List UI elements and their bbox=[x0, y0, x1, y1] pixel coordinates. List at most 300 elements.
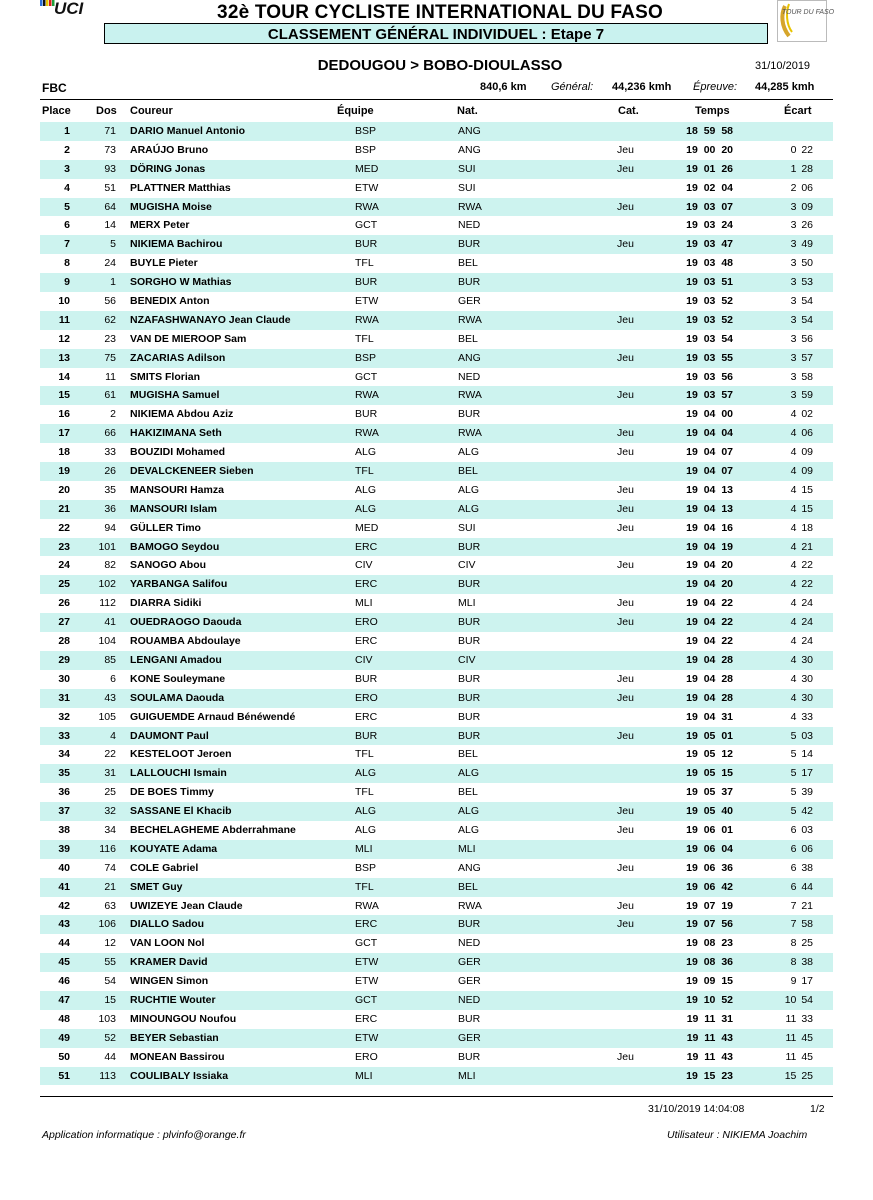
cell-place: 34 bbox=[58, 748, 70, 761]
table-row bbox=[40, 386, 833, 405]
cell-place: 16 bbox=[58, 408, 70, 421]
cell-nat: SUI bbox=[458, 521, 476, 534]
table-row bbox=[40, 991, 833, 1010]
cell-place: 36 bbox=[58, 786, 70, 799]
cell-cat: Jeu bbox=[617, 597, 634, 610]
cell-place: 19 bbox=[58, 465, 70, 478]
cell-place: 48 bbox=[58, 1012, 70, 1025]
col-team: Équipe bbox=[337, 105, 374, 117]
cell-cat: Jeu bbox=[617, 805, 634, 818]
cell-nat: BUR bbox=[458, 578, 481, 591]
cell-time: 19 04 07 bbox=[686, 465, 733, 478]
cell-gap: 4 18 bbox=[790, 521, 813, 534]
cell-team: BUR bbox=[355, 238, 378, 251]
cell-nat: RWA bbox=[458, 427, 482, 440]
cell-place: 42 bbox=[58, 899, 70, 912]
cell-time: 19 04 19 bbox=[686, 540, 733, 553]
cell-rider: DE BOES Timmy bbox=[130, 786, 214, 799]
cell-team: MLI bbox=[355, 842, 373, 855]
cell-cat: Jeu bbox=[617, 389, 634, 402]
cell-place: 32 bbox=[58, 710, 70, 723]
cell-time: 19 04 04 bbox=[686, 427, 733, 440]
cell-team: ALG bbox=[355, 805, 377, 818]
general-speed-value: 44,236 kmh bbox=[612, 81, 672, 93]
cell-dos: 36 bbox=[104, 502, 116, 515]
cell-place: 23 bbox=[58, 540, 70, 553]
cell-nat: BUR bbox=[458, 729, 481, 742]
col-rider: Coureur bbox=[130, 105, 173, 117]
cell-nat: CIV bbox=[458, 653, 476, 666]
cell-gap: 2 06 bbox=[790, 181, 813, 194]
cell-rider: GÜLLER Timo bbox=[130, 521, 201, 534]
cell-rider: LENGANI Amadou bbox=[130, 653, 222, 666]
table-row bbox=[40, 292, 833, 311]
cell-nat: GER bbox=[458, 975, 481, 988]
cell-gap: 3 57 bbox=[790, 351, 813, 364]
table-row bbox=[40, 424, 833, 443]
cell-place: 39 bbox=[58, 842, 70, 855]
cell-dos: 113 bbox=[99, 1069, 116, 1082]
cell-team: ALG bbox=[355, 446, 377, 459]
cell-nat: RWA bbox=[458, 200, 482, 213]
cell-cat: Jeu bbox=[617, 918, 634, 931]
table-row bbox=[40, 1029, 833, 1048]
table-row bbox=[40, 462, 833, 481]
cell-time: 19 04 22 bbox=[686, 616, 733, 629]
cell-time: 19 03 57 bbox=[686, 389, 733, 402]
cell-gap: 4 33 bbox=[790, 710, 813, 723]
cell-gap: 7 58 bbox=[790, 918, 813, 931]
cell-rider: MONEAN Bassirou bbox=[130, 1050, 225, 1063]
cell-dos: 71 bbox=[104, 125, 116, 137]
cell-dos: 21 bbox=[104, 880, 116, 893]
cell-nat: RWA bbox=[458, 313, 482, 326]
cell-nat: BUR bbox=[458, 276, 481, 289]
cell-time: 19 04 28 bbox=[686, 672, 733, 685]
cell-place: 18 bbox=[58, 446, 70, 459]
cell-dos: 106 bbox=[98, 918, 116, 931]
cell-gap: 9 17 bbox=[790, 975, 813, 988]
cell-team: TFL bbox=[355, 332, 374, 345]
cell-cat: Jeu bbox=[617, 559, 634, 572]
table-row bbox=[40, 594, 833, 613]
cell-team: BSP bbox=[355, 143, 377, 156]
table-row bbox=[40, 915, 833, 934]
cell-dos: 51 bbox=[104, 181, 116, 194]
cell-time: 19 04 00 bbox=[686, 408, 733, 421]
cell-nat: NED bbox=[458, 937, 481, 950]
cell-dos: 55 bbox=[104, 956, 116, 969]
cell-rider: SMITS Florian bbox=[130, 370, 201, 383]
cell-rider: MANSOURI Hamza bbox=[130, 483, 224, 496]
cell-gap: 4 24 bbox=[790, 635, 813, 648]
cell-gap: 4 30 bbox=[790, 653, 813, 666]
table-row bbox=[40, 311, 833, 330]
cell-rider: DEVALCKENEER Sieben bbox=[130, 465, 254, 478]
cell-dos: 66 bbox=[104, 427, 116, 440]
table-row bbox=[40, 575, 833, 594]
cell-rider: BAMOGO Seydou bbox=[130, 540, 220, 553]
cell-rider: MUGISHA Moise bbox=[130, 200, 212, 213]
cell-gap: 4 06 bbox=[790, 427, 813, 440]
cell-team: BUR bbox=[355, 408, 378, 421]
cell-rider: KESTELOOT Jeroen bbox=[130, 748, 232, 761]
cell-place: 17 bbox=[58, 427, 70, 440]
cell-cat: Jeu bbox=[617, 616, 634, 629]
cell-team: GCT bbox=[355, 993, 378, 1006]
cell-team: BUR bbox=[355, 729, 378, 742]
cell-place: 5 bbox=[64, 200, 70, 213]
cell-nat: BUR bbox=[458, 238, 481, 251]
cell-dos: 1 bbox=[110, 276, 116, 289]
cell-gap: 4 30 bbox=[790, 691, 813, 704]
cell-dos: 33 bbox=[104, 446, 116, 459]
table-row bbox=[40, 783, 833, 802]
table-row bbox=[40, 216, 833, 235]
cell-team: ERC bbox=[355, 918, 378, 931]
cell-dos: 14 bbox=[104, 219, 116, 232]
cell-rider: MUGISHA Samuel bbox=[130, 389, 220, 402]
cell-rider: DIALLO Sadou bbox=[130, 918, 205, 931]
cell-dos: 6 bbox=[110, 672, 116, 685]
cell-time: 19 05 12 bbox=[686, 748, 733, 761]
cell-time: 19 06 04 bbox=[686, 842, 733, 855]
header-divider bbox=[40, 99, 833, 100]
cell-gap: 5 14 bbox=[790, 748, 813, 761]
cell-gap: 3 59 bbox=[790, 389, 813, 402]
cell-nat: RWA bbox=[458, 389, 482, 402]
table-row bbox=[40, 368, 833, 387]
table-row bbox=[40, 349, 833, 368]
cell-gap: 3 09 bbox=[790, 200, 813, 213]
cell-nat: GER bbox=[458, 1031, 481, 1044]
cell-rider: ZACARIAS Adilson bbox=[130, 351, 226, 364]
cell-gap: 4 15 bbox=[790, 483, 813, 496]
cell-dos: 25 bbox=[104, 786, 116, 799]
table-row bbox=[40, 840, 833, 859]
footer-divider bbox=[40, 1096, 833, 1097]
cell-dos: 63 bbox=[104, 899, 116, 912]
cell-cat: Jeu bbox=[617, 446, 634, 459]
cell-team: RWA bbox=[355, 313, 379, 326]
cell-nat: BUR bbox=[458, 710, 481, 723]
total-distance: 840,6 km bbox=[480, 81, 527, 93]
table-row bbox=[40, 443, 833, 462]
cell-team: ETW bbox=[355, 295, 379, 308]
cell-team: ETW bbox=[355, 181, 379, 194]
cell-place: 13 bbox=[58, 351, 70, 364]
cell-rider: BOUZIDI Mohamed bbox=[130, 446, 226, 459]
cell-cat: Jeu bbox=[617, 162, 634, 175]
cell-place: 26 bbox=[58, 597, 70, 610]
cell-rider: OUEDRAOGO Daouda bbox=[130, 616, 242, 629]
cell-dos: 2 bbox=[110, 408, 116, 421]
cell-rider: BUYLE Pieter bbox=[130, 257, 198, 270]
cell-rider: ROUAMBA Abdoulaye bbox=[130, 635, 241, 648]
cell-place: 1 bbox=[64, 125, 70, 137]
cell-nat: BEL bbox=[458, 880, 478, 893]
cell-time: 19 11 43 bbox=[686, 1050, 733, 1063]
cell-gap: 10 54 bbox=[784, 993, 813, 1006]
cell-time: 19 04 13 bbox=[686, 483, 733, 496]
cell-cat: Jeu bbox=[617, 899, 634, 912]
col-time: Temps bbox=[695, 105, 730, 117]
cell-nat: BUR bbox=[458, 1012, 481, 1025]
cell-nat: BEL bbox=[458, 786, 478, 799]
cell-gap: 5 42 bbox=[790, 805, 813, 818]
cell-nat: BEL bbox=[458, 332, 478, 345]
cell-rider: VAN LOON Nol bbox=[130, 937, 205, 950]
cell-time: 19 07 56 bbox=[686, 918, 733, 931]
cell-nat: ANG bbox=[458, 861, 481, 874]
table-row bbox=[40, 405, 833, 424]
cell-cat: Jeu bbox=[617, 502, 634, 515]
tour-du-faso-logo bbox=[777, 0, 835, 42]
organizer-code: FBC bbox=[42, 81, 67, 95]
cell-nat: GER bbox=[458, 956, 481, 969]
table-row bbox=[40, 764, 833, 783]
cell-team: ETW bbox=[355, 1031, 379, 1044]
cell-time: 19 05 37 bbox=[686, 786, 733, 799]
cell-nat: ANG bbox=[458, 125, 481, 137]
cell-place: 43 bbox=[58, 918, 70, 931]
cell-nat: NED bbox=[458, 993, 481, 1006]
cell-time: 19 04 13 bbox=[686, 502, 733, 515]
cell-gap: 4 24 bbox=[790, 616, 813, 629]
table-row bbox=[40, 538, 833, 557]
table-row bbox=[40, 708, 833, 727]
cell-dos: 56 bbox=[104, 295, 116, 308]
cell-gap: 4 02 bbox=[790, 408, 813, 421]
cell-nat: CIV bbox=[458, 559, 476, 572]
cell-team: RWA bbox=[355, 427, 379, 440]
cell-dos: 61 bbox=[104, 389, 116, 402]
cell-nat: ALG bbox=[458, 805, 480, 818]
cell-cat: Jeu bbox=[617, 691, 634, 704]
table-row bbox=[40, 953, 833, 972]
cell-team: RWA bbox=[355, 899, 379, 912]
cell-gap: 4 09 bbox=[790, 446, 813, 459]
cell-dos: 23 bbox=[104, 332, 116, 345]
cell-time: 19 06 01 bbox=[686, 823, 733, 836]
cell-nat: BEL bbox=[458, 257, 478, 270]
cell-place: 47 bbox=[58, 993, 70, 1006]
table-row bbox=[40, 556, 833, 575]
cell-cat: Jeu bbox=[617, 200, 634, 213]
cell-time: 19 03 47 bbox=[686, 238, 733, 251]
cell-time: 19 04 16 bbox=[686, 521, 733, 534]
cell-time: 19 03 56 bbox=[686, 370, 733, 383]
cell-dos: 15 bbox=[104, 993, 116, 1006]
cell-dos: 85 bbox=[104, 653, 116, 666]
cell-nat: MLI bbox=[458, 842, 476, 855]
print-timestamp: 31/10/2019 14:04:08 bbox=[648, 1103, 745, 1115]
cell-place: 35 bbox=[58, 767, 70, 780]
cell-nat: SUI bbox=[458, 181, 476, 194]
uci-logo bbox=[40, 0, 96, 20]
table-row bbox=[40, 198, 833, 217]
cell-rider: SORGHO W Mathias bbox=[130, 276, 232, 289]
cell-team: ERC bbox=[355, 540, 378, 553]
cell-rider: KRAMER David bbox=[130, 956, 208, 969]
table-row bbox=[40, 745, 833, 764]
cell-nat: ANG bbox=[458, 351, 481, 364]
cell-gap: 3 54 bbox=[790, 295, 813, 308]
table-row bbox=[40, 897, 833, 916]
cell-cat: Jeu bbox=[617, 351, 634, 364]
cell-place: 41 bbox=[58, 880, 70, 893]
cell-dos: 104 bbox=[98, 635, 116, 648]
cell-place: 28 bbox=[58, 635, 70, 648]
cell-nat: BUR bbox=[458, 918, 481, 931]
cell-place: 40 bbox=[58, 861, 70, 874]
cell-dos: 112 bbox=[99, 597, 116, 610]
cell-nat: NED bbox=[458, 219, 481, 232]
epreuve-speed-label: Épreuve: bbox=[693, 81, 738, 93]
cell-time: 19 04 20 bbox=[686, 578, 733, 591]
cell-nat: MLI bbox=[458, 597, 476, 610]
cell-dos: 44 bbox=[104, 1050, 116, 1063]
cell-team: CIV bbox=[355, 559, 373, 572]
cell-cat: Jeu bbox=[617, 823, 634, 836]
cell-team: BUR bbox=[355, 672, 378, 685]
cell-team: ERC bbox=[355, 578, 378, 591]
cell-team: MED bbox=[355, 521, 379, 534]
table-row bbox=[40, 141, 833, 160]
cell-place: 14 bbox=[58, 370, 70, 383]
cell-gap: 8 25 bbox=[790, 937, 813, 950]
cell-time: 19 11 31 bbox=[686, 1012, 733, 1025]
cell-time: 19 04 28 bbox=[686, 691, 733, 704]
epreuve-speed-value: 44,285 kmh bbox=[755, 81, 815, 93]
cell-dos: 116 bbox=[99, 842, 116, 855]
cell-rider: VAN DE MIEROOP Sam bbox=[130, 332, 247, 345]
cell-dos: 26 bbox=[104, 465, 116, 478]
cell-rider: YARBANGA Salifou bbox=[130, 578, 228, 591]
cell-time: 19 03 24 bbox=[686, 219, 733, 232]
cell-rider: LALLOUCHI Ismain bbox=[130, 767, 227, 780]
cell-dos: 54 bbox=[104, 975, 116, 988]
cell-rider: DAUMONT Paul bbox=[130, 729, 209, 742]
table-row bbox=[40, 802, 833, 821]
cell-nat: BUR bbox=[458, 672, 481, 685]
table-row bbox=[40, 632, 833, 651]
cell-nat: BUR bbox=[458, 408, 481, 421]
cell-cat: Jeu bbox=[617, 729, 634, 742]
table-row bbox=[40, 934, 833, 953]
table-row bbox=[40, 273, 833, 292]
user-credit: Utilisateur : NIKIEMA Joachim bbox=[667, 1129, 808, 1141]
cell-time: 19 03 52 bbox=[686, 295, 733, 308]
cell-dos: 24 bbox=[104, 257, 116, 270]
cell-gap: 3 49 bbox=[790, 238, 813, 251]
cell-time: 19 03 54 bbox=[686, 332, 733, 345]
tour-logo-text: TOUR DU FASO bbox=[781, 9, 835, 16]
cell-time: 19 04 22 bbox=[686, 635, 733, 648]
cell-team: TFL bbox=[355, 257, 374, 270]
cell-dos: 12 bbox=[104, 937, 116, 950]
table-row bbox=[40, 1067, 833, 1086]
cell-time: 19 06 36 bbox=[686, 861, 733, 874]
results-table bbox=[40, 122, 833, 1085]
cell-gap: 4 22 bbox=[790, 578, 813, 591]
cell-team: CIV bbox=[355, 653, 373, 666]
cell-place: 51 bbox=[58, 1069, 70, 1082]
cell-team: ETW bbox=[355, 975, 379, 988]
cell-time: 19 04 31 bbox=[686, 710, 733, 723]
cell-dos: 4 bbox=[110, 729, 116, 742]
cell-gap: 8 38 bbox=[790, 956, 813, 969]
cell-place: 2 bbox=[64, 143, 70, 156]
cell-team: MLI bbox=[355, 597, 373, 610]
cell-gap: 7 21 bbox=[790, 899, 813, 912]
cell-team: ALG bbox=[355, 767, 377, 780]
cell-team: BSP bbox=[355, 125, 377, 137]
cell-team: ALG bbox=[355, 823, 377, 836]
col-nat: Nat. bbox=[457, 105, 478, 117]
table-row bbox=[40, 613, 833, 632]
cell-place: 31 bbox=[58, 691, 70, 704]
cell-nat: BUR bbox=[458, 691, 481, 704]
document-title: 32è TOUR CYCLISTE INTERNATIONAL DU FASO bbox=[217, 2, 663, 23]
cell-rider: GUIGUEMDE Arnaud Bénéwendé bbox=[130, 710, 296, 723]
table-row bbox=[40, 235, 833, 254]
table-row bbox=[40, 500, 833, 519]
cell-cat: Jeu bbox=[617, 143, 634, 156]
col-dos: Dos bbox=[96, 105, 117, 117]
cell-gap: 11 45 bbox=[785, 1050, 813, 1063]
cell-cat: Jeu bbox=[617, 313, 634, 326]
table-row bbox=[40, 651, 833, 670]
cell-dos: 31 bbox=[104, 767, 116, 780]
cell-gap: 6 44 bbox=[790, 880, 813, 893]
cell-nat: NED bbox=[458, 370, 481, 383]
cell-time: 19 01 26 bbox=[686, 162, 733, 175]
cell-nat: ALG bbox=[458, 483, 480, 496]
cell-rider: COULIBALY Issiaka bbox=[130, 1069, 229, 1082]
cell-gap: 3 56 bbox=[790, 332, 813, 345]
cell-place: 44 bbox=[58, 937, 70, 950]
cell-place: 25 bbox=[58, 578, 70, 591]
cell-time: 19 02 04 bbox=[686, 181, 733, 194]
cell-dos: 103 bbox=[98, 1012, 116, 1025]
cell-place: 11 bbox=[58, 313, 70, 326]
cell-dos: 11 bbox=[105, 370, 116, 383]
cell-time: 19 03 07 bbox=[686, 200, 733, 213]
table-row bbox=[40, 1010, 833, 1029]
cell-time: 19 08 23 bbox=[686, 937, 733, 950]
cell-gap: 4 30 bbox=[790, 672, 813, 685]
cell-dos: 43 bbox=[104, 691, 116, 704]
cell-rider: SOULAMA Daouda bbox=[130, 691, 225, 704]
cell-rider: NIKIEMA Bachirou bbox=[130, 238, 223, 251]
cell-time: 19 11 43 bbox=[686, 1031, 733, 1044]
cell-nat: SUI bbox=[458, 162, 476, 175]
cell-team: GCT bbox=[355, 219, 378, 232]
cell-nat: BUR bbox=[458, 1050, 481, 1063]
cell-nat: ALG bbox=[458, 502, 480, 515]
cell-team: ALG bbox=[355, 483, 377, 496]
cell-dos: 75 bbox=[104, 351, 116, 364]
cell-gap: 3 26 bbox=[790, 219, 813, 232]
cell-place: 20 bbox=[58, 483, 70, 496]
cell-place: 27 bbox=[58, 616, 70, 629]
cell-rider: SANOGO Abou bbox=[130, 559, 207, 572]
cell-gap: 1 28 bbox=[790, 162, 813, 175]
cell-rider: UWIZEYE Jean Claude bbox=[130, 899, 243, 912]
cell-team: ERO bbox=[355, 691, 378, 704]
cell-rider: HAKIZIMANA Seth bbox=[130, 427, 222, 440]
